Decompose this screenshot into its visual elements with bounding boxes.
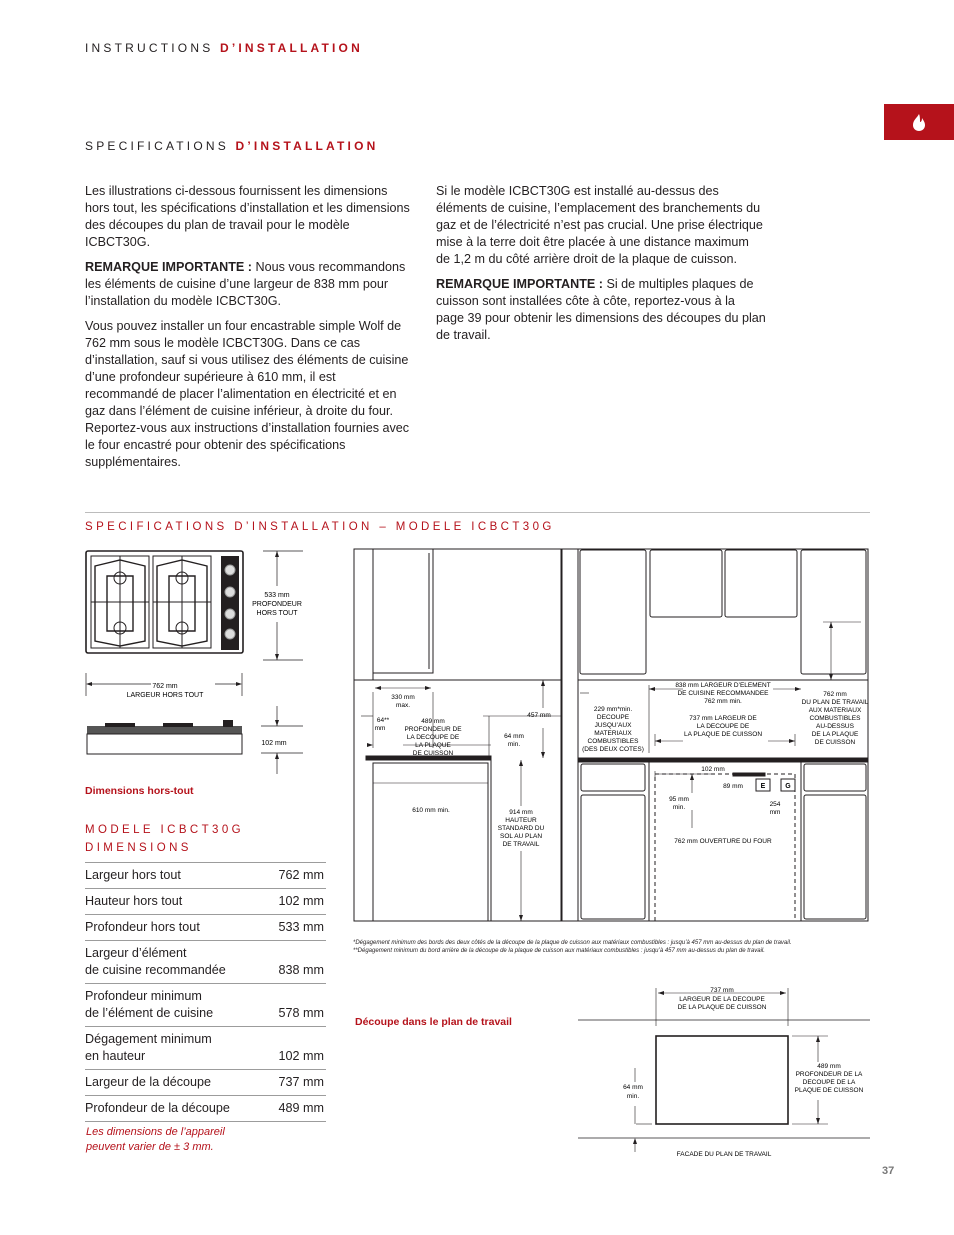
dim-95-min: 95 mm min. xyxy=(669,796,689,811)
dims-row xyxy=(85,983,326,1026)
dim-762-oven: 762 mm OUVERTURE DU FOUR xyxy=(674,838,772,845)
dims-row-value: 737 mm xyxy=(278,1075,324,1089)
dims-row-label: Profondeur minimum de l’élément de cuisine xyxy=(85,989,214,1020)
body-column-right xyxy=(436,183,766,352)
dims-row-label: Largeur d’élément de cuisine recommandée xyxy=(85,946,226,977)
dims-row-value: 489 mm xyxy=(278,1101,324,1115)
dims-table xyxy=(85,862,326,1122)
dims-row-label: Largeur hors tout xyxy=(85,868,181,882)
dim-457: 457 mm xyxy=(527,712,551,719)
dim-89: 89 mm xyxy=(723,783,743,790)
dim-229-cutout: 229 mm*min. DECOUPE JUSQU’AUX MATERIAUX COMBUSTIBLES (DES DEUX COTES) xyxy=(582,706,644,753)
dim-838-width: 838 mm LARGEUR D’ELEMENT DE CUISINE RECOMMANDEE 762 mm min. xyxy=(675,682,771,705)
figure-caption-cutout: Découpe dans le plan de travail xyxy=(355,1016,512,1028)
paragraph: Si le modèle ICBCT30G est installé au-dessus des éléments de cuisine, l’emplacement des branchements du gaz et de l’électricité n’est pas crucial. Une prise électrique mise à la terre doit être placée à une distance maximum de 1,2 m du côté arrière droit de la plaque de cuisson. xyxy=(436,184,763,266)
dim-610-min: 610 mm min. xyxy=(412,807,450,814)
dims-row-label: Largeur de la découpe xyxy=(85,1075,212,1089)
divider xyxy=(85,512,870,513)
section-tab xyxy=(884,104,954,140)
dims-row xyxy=(85,940,326,983)
dim-489-depth: 489 mm PROFONDEUR DE LA DECOUPE DE LA PLAQUE DE CUISSON xyxy=(404,718,462,757)
dim-914-height: 914 mm HAUTEUR STANDARD DU SOL AU PLAN DE TRAVAIL xyxy=(497,809,545,848)
overall-height-label: 102 mm xyxy=(261,740,287,747)
dim-64-star: 64** mm xyxy=(374,717,390,732)
paragraph: Les illustrations ci-dessous fournissent les dimensions hors tout, les spécifications d’installation et les dimensions des découpes du plan de travail pour le modèle ICBCT30G. xyxy=(85,184,410,249)
dims-row-value: 102 mm xyxy=(278,1049,324,1063)
dims-row-value: 838 mm xyxy=(278,963,324,977)
running-header: INSTRUCTIONS D’INSTALLATION xyxy=(85,41,363,55)
dims-row-label: Dégagement minimum en hauteur xyxy=(85,1032,212,1063)
body-column-left xyxy=(85,183,411,479)
dims-row-label: Hauteur hors tout xyxy=(85,894,183,908)
dims-note: Les dimensions de l’appareil peuvent varier de ± 3 mm. xyxy=(86,1126,225,1153)
dim-64-min: 64 mm min. xyxy=(504,733,524,748)
dims-row-label: Profondeur hors tout xyxy=(85,920,200,934)
paragraph: REMARQUE IMPORTANTE : Si de multiples plaques de cuisson sont installées côte à côte, reportez-vous à la page 39 pour obtenir les dimensions des découpes du plan de travail. xyxy=(436,277,766,342)
dim-102-gap: 102 mm xyxy=(701,766,725,773)
flame-icon xyxy=(884,104,954,140)
countertop-front-label: FACADE DU PLAN DE TRAVAIL xyxy=(676,1151,772,1158)
section-heading: SPECIFICATIONS D’INSTALLATION xyxy=(85,139,379,153)
spec-title: SPECIFICATIONS D’INSTALLATION – MODELE ICBCT30G xyxy=(85,521,555,533)
figure-caption-overall: Dimensions hors-tout xyxy=(85,785,194,797)
dims-row xyxy=(85,1095,326,1121)
gas-box-label: G xyxy=(785,783,791,790)
cutout-depth-label: 489 mm PROFONDEUR DE LA DECOUPE DE LA PLAQUE DE CUISSON xyxy=(794,1063,864,1094)
electric-box-label: E xyxy=(760,783,766,790)
dims-row-value: 533 mm xyxy=(278,920,324,934)
cutout-width-label: 737 mm LARGEUR DE LA DECOUPE DE LA PLAQUE DE CUISSON xyxy=(677,987,767,1011)
overall-depth-label: 533 mm PROFONDEUR HORS TOUT xyxy=(252,592,302,617)
dims-row xyxy=(85,1026,326,1069)
dims-title: MODELE ICBCT30G DIMENSIONS xyxy=(85,824,244,854)
dims-table-end-rule xyxy=(85,1121,326,1122)
dim-737-width: 737 mm LARGEUR DE LA DECOUPE DE LA PLAQUE DE CUISSON xyxy=(683,715,763,738)
overall-width-label: 762 mm LARGEUR HORS TOUT xyxy=(126,683,204,699)
paragraph: REMARQUE IMPORTANTE : Nous vous recommandons les éléments de cuisine d’une largeur de 838 mm pour l’installation du modèle ICBCT30G. xyxy=(85,260,406,308)
cutout-drawing xyxy=(578,984,870,1160)
dims-row xyxy=(85,1069,326,1095)
dims-row xyxy=(85,888,326,914)
dims-row-value: 102 mm xyxy=(278,894,324,908)
dims-row xyxy=(85,862,326,888)
dim-254: 254 mm xyxy=(769,801,781,816)
dim-762-clearance: 762 mm DU PLAN DE TRAVAIL AUX MATERIAUX COMBUSTIBLES AU-DESSUS DE LA PLAQUE DE CUISSON xyxy=(801,691,869,746)
installation-drawing xyxy=(353,548,869,923)
paragraph: Vous pouvez installer un four encastrable simple Wolf de 762 mm sous le modèle ICBCT30G. Dans ce cas d’installation, sauf si vous utilisez des éléments de cuisine d’une profondeur supérieure à 610 mm, il est recommandé de placer l’alimentation en électricité et en gaz dans l’élément de cuisine inférieur, à droite du four. Reportez-vous aux instructions d’installation fournies avec le four encastré pour obtenir des spécifications supplémentaires. xyxy=(85,319,410,469)
dims-row-value: 762 mm xyxy=(278,868,324,882)
cutout-min-label: 64 mm min. xyxy=(623,1084,643,1100)
overall-dimensions-drawing xyxy=(85,546,325,786)
dim-330-max: 330 mm max. xyxy=(391,694,415,709)
dims-row-value: 578 mm xyxy=(278,1006,324,1020)
footnotes: *Dégagement minimum des bords des deux côtés de la découpe de la plaque de cuisson aux matériaux combustibles : jusqu’à 457 mm au-dessus du plan de travail. **Dégagement minimum du bord arrière de la découpe de la plaque de cuisson aux matériaux combustibles : jusqu’à 457 mm au-dessus du plan de travail. xyxy=(353,940,792,954)
dims-row-label: Profondeur de la découpe xyxy=(85,1101,230,1115)
page-number: 37 xyxy=(882,1165,895,1177)
dims-row xyxy=(85,914,326,940)
